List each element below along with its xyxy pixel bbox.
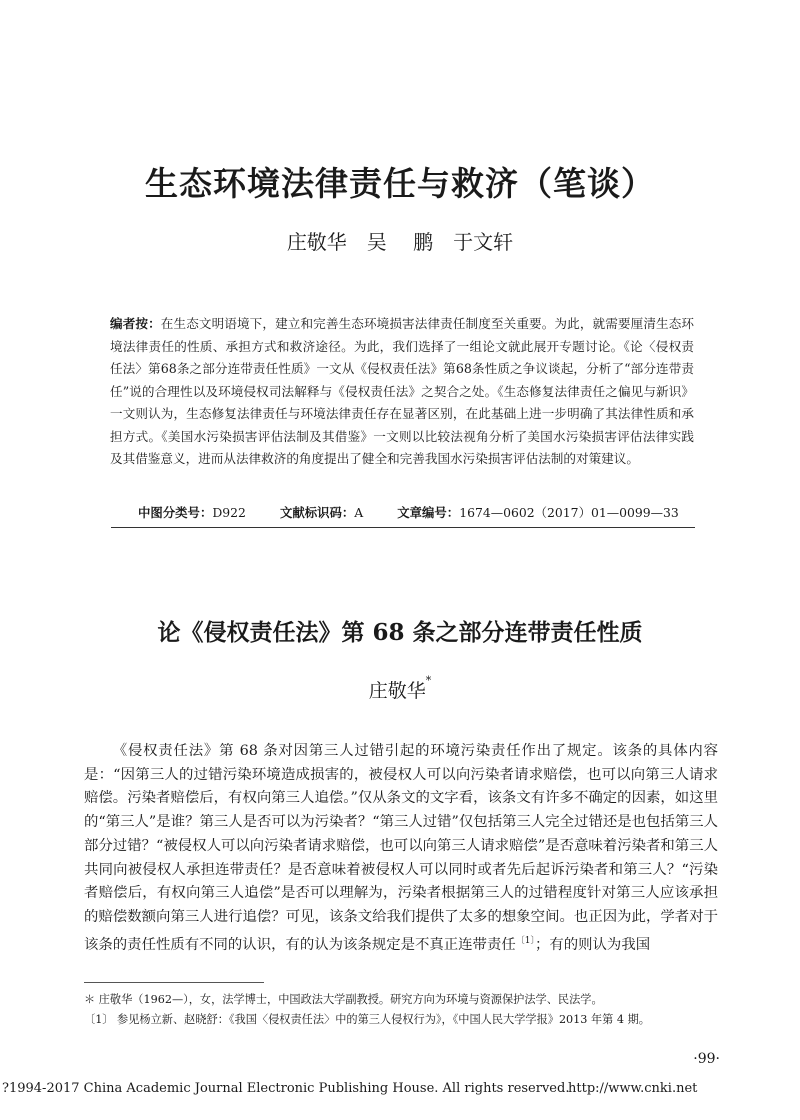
section-divider	[111, 527, 695, 528]
body-text-part-2: ；有的则认为我国	[534, 936, 651, 953]
footnotes	[84, 990, 718, 1030]
article-no-item	[397, 503, 679, 521]
site-url[interactable]: http://www.cnki.net	[568, 1081, 698, 1096]
body-paragraph	[84, 740, 718, 957]
article-author	[0, 676, 800, 703]
article-author-name: 庄敬华	[368, 680, 426, 702]
copyright-text: ?1994-2017 China Academic Journal Electronic Publishing House. All rights reserved.	[2, 1081, 570, 1096]
editor-note-text: 在生态文明语境下，建立和完善生态环境损害法律责任制度至关重要。为此，就需要厘清生态环境法律责任的性质、承担方式和救济途径。为此，我们选择了一组论文就此展开专题讨论。《论〈侵权责任法〉第68条之部分连带责任性质》一文从《侵权责任法》第68条性质之争议谈起，分析了“部分连带责任”说的合理性以及环境侵权司法解释与《侵权责任法》之契合之处。《生态修复法律责任之偏见与新识》一文则认为，生态修复法律责任与环境法律责任存在显著区别，在此基础上进一步明确了其法律性质和承担方式。《美国水污染损害评估法制及其借鉴》一文则以比较法视角分析了美国水污染损害评估法律实践及其借鉴意义，进而从法律救济的角度提出了健全和完善我国水污染损害评估法制的对策建议。	[110, 316, 695, 466]
article-no-label: 文章编号：	[397, 505, 460, 520]
article-title: 论《侵权责任法》第 68 条之部分连带责任性质	[157, 619, 643, 646]
reference-mark: 〔1〕	[515, 935, 535, 946]
editor-note-label: 编者按：	[110, 316, 161, 331]
doc-code-label: 文献标识码：	[279, 505, 355, 520]
classification-line	[138, 503, 698, 521]
article-no-value: 1674—0602（2017）01—0099—33	[459, 505, 679, 520]
doc-code-item	[280, 503, 363, 521]
editor-note	[110, 313, 694, 471]
main-authors: 庄敬华 吴 鹏 于文轩	[286, 230, 514, 254]
footnote-reference-1: 〔1〕 参见杨立新、赵晓舒：《我国〈侵权责任法〉中的第三人侵权行为》，《中国人民大学学报》2013 年第 4 期。	[84, 1013, 650, 1026]
body-text-part-1: 《侵权责任法》第 68 条对因第三人过错引起的环境污染责任作出了规定。该条的具体内容是：“因第三人的过错污染环境造成损害的，被侵权人可以向污染者请求赔偿，也可以向第三人请求赔偿。污染者赔偿后，有权向第三人追偿。”仅从条文的文字看，该条文有许多不确定的因素，如这里的“第三人”是谁？第三人是否可以为污染者？“第三人过错”仅包括第三人完全过错还是也包括第三人部分过错？“被侵权人可以向污染者请求赔偿，也可以向第三人请求赔偿”是否意味着污染者和第三人共同向被侵权人承担连带责任？是否意味着被侵权人可以同时或者先后起诉污染者和第三人？“污染者赔偿后，有权向第三人追偿”是否可以理解为，污染者根据第三人的过错程度针对第三人应该承担的赔偿数额向第三人进行追偿？可见，该条文给我们提供了太多的想象空间。也正因为此，学者对于该条的责任性质有不同的认识，有的认为该条规定是不真正连带责任	[84, 743, 718, 953]
page-number: ·99·	[693, 1051, 720, 1067]
footnote-divider	[84, 982, 264, 983]
clc-item	[138, 503, 246, 521]
doc-code-value: A	[354, 505, 364, 520]
author-footnote-mark: *	[425, 674, 432, 687]
clc-label: 中图分类号：	[138, 505, 213, 520]
footnote-author: ＊ 庄敬华（1962—），女，法学博士，中国政法大学副教授。研究方向为环境与资源保护法学、民法学。	[84, 993, 603, 1006]
main-title: 生态环境法律责任与救济（笔谈）	[145, 164, 655, 203]
clc-value: D922	[212, 505, 246, 520]
